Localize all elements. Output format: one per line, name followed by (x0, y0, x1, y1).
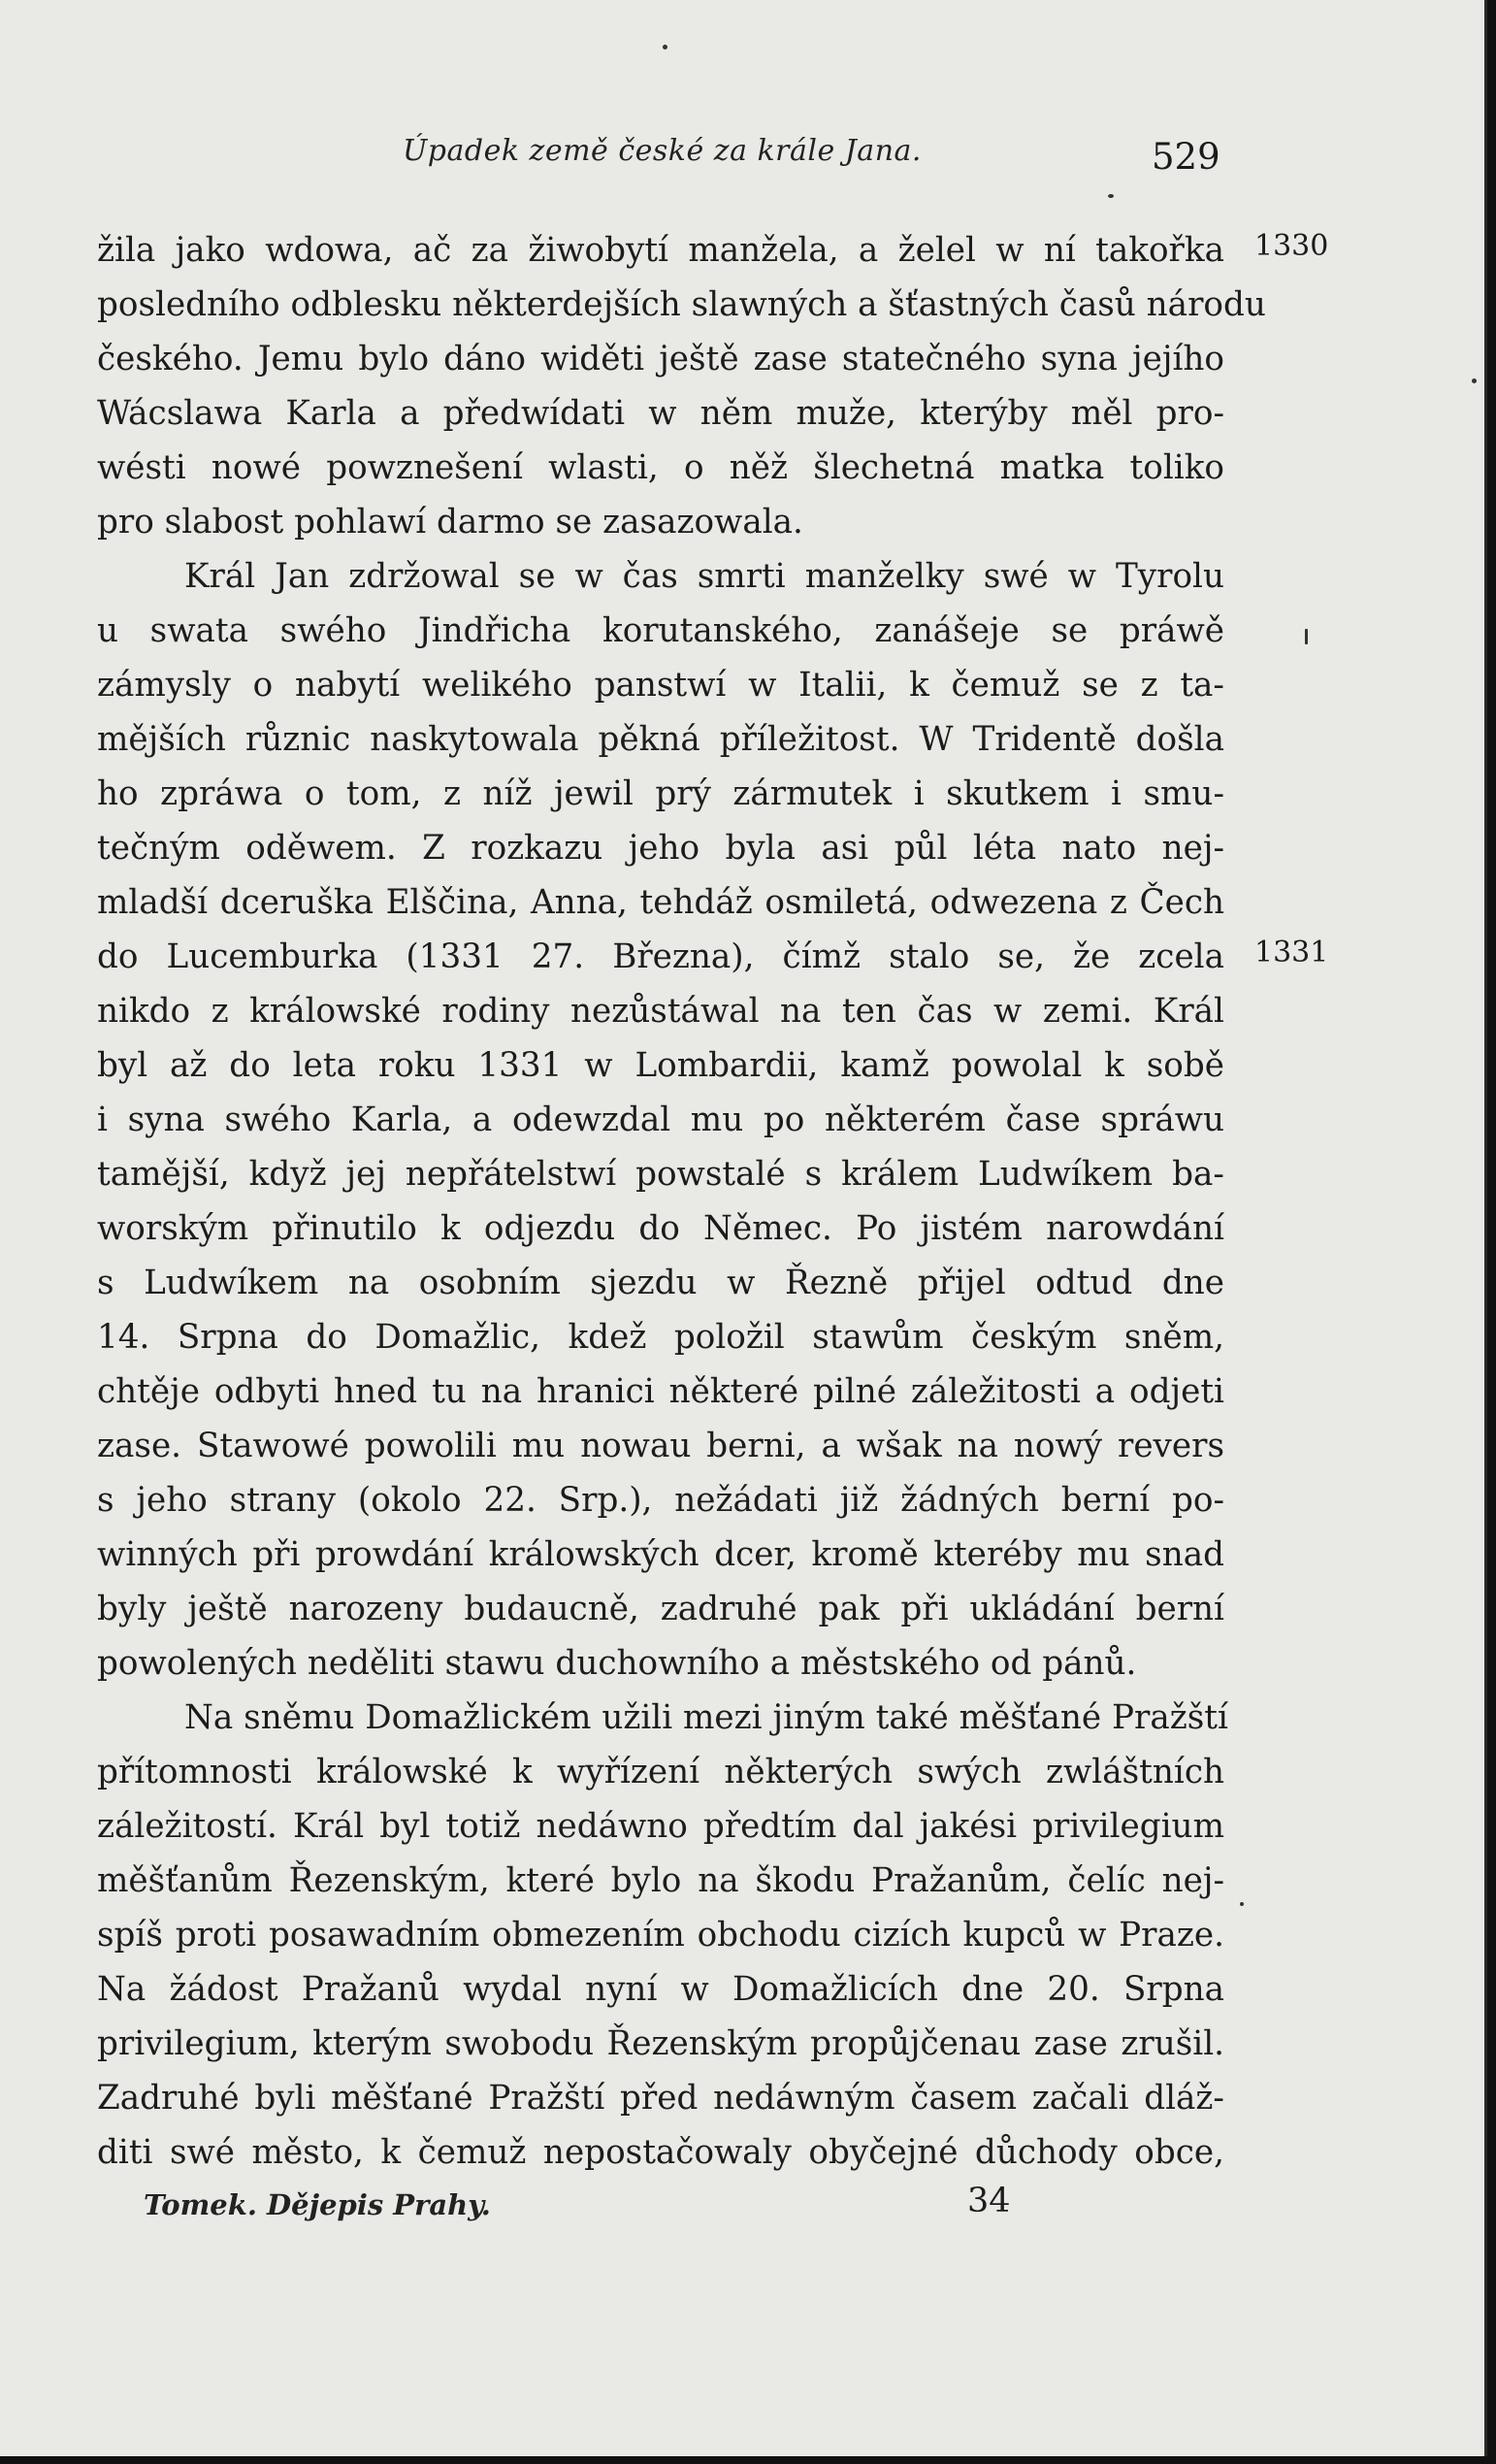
ink-speck (1472, 378, 1477, 383)
text-line: Král Jan zdržowal se w čas smrti manželky swé w Tyrolu (184, 557, 1224, 596)
page-number: 529 (1152, 136, 1220, 178)
text-line: mějších různic naskytowala pěkná příležitost. W Tridentě došla (97, 720, 1224, 759)
ink-speck (663, 45, 667, 49)
text-line: Na sněmu Domažlickém užili mezi jiným také měšťané Pražští (184, 1698, 1228, 1737)
text-line: chtěje odbyti hned tu na hranici některé pilné záležitosti a odjeti (97, 1372, 1224, 1411)
text-line: posledního odblesku některdejších slawných a šťastných časů národu (97, 285, 1266, 324)
ink-speck (1108, 194, 1114, 198)
margin-year-1331: 1331 (1254, 936, 1329, 969)
text-line: zámysly o nabytí welikého panstwí w Italii, k čemuž se z ta- (97, 666, 1224, 705)
margin-year-1330: 1330 (1254, 229, 1329, 263)
text-line: záležitostí. Král byl totiž nedáwno předtím dal jakési privilegium (97, 1807, 1224, 1846)
text-line: winných při prowdání králowských dcer, kromě kteréby mu snad (97, 1535, 1224, 1574)
text-line: do Lucemburka (1331 27. Března), čímž stalo se, že zcela (97, 937, 1224, 976)
ink-speck (1240, 1902, 1244, 1906)
text-line: pro slabost pohlawí darmo se zasazowala. (97, 503, 803, 542)
text-line: 14. Srpna do Domažlic, kdež položil stawům českým sněm, (97, 1318, 1224, 1357)
text-line: spíš proti posawadním obmezením obchodu cizích kupců w Praze. (97, 1916, 1224, 1955)
text-line: u swata swého Jindřicha korutanského, zanášeje se práwě (97, 611, 1224, 650)
text-line: tečným oděwem. Z rozkazu jeho byla asi půl léta nato nej- (97, 829, 1224, 868)
text-line: zase. Stawowé powolili mu nowau berni, a wšak na nowý revers (97, 1427, 1224, 1465)
body-text (97, 223, 1266, 2180)
running-title: Úpadek země české za krále Jana. (403, 134, 922, 168)
text-line: wésti nowé powznešení wlasti, o něž šlechetná matka toliko (97, 448, 1224, 487)
text-line: Na žádost Pražanů wydal nyní w Domažlicích dne 20. Srpna (97, 1970, 1224, 2009)
text-line: tamější, když jej nepřátelstwí powstalé s králem Ludwíkem ba- (97, 1155, 1224, 1194)
text-line: měšťanům Řezenským, které bylo na škodu Pražanům, čelíc nej- (97, 1861, 1224, 1900)
text-line: byly ještě narozeny budaucně, zadruhé pak při ukládání berní (97, 1590, 1224, 1628)
text-line: přítomnosti králowské k wyřízení některých swých zwláštních (97, 1753, 1224, 1791)
text-line: s Ludwíkem na osobním sjezdu w Řezně přijel odtud dne (97, 1264, 1224, 1302)
text-line: powolených neděliti stawu duchowního a městského od pánů. (97, 1644, 1137, 1683)
signature-number: 34 (967, 2182, 1011, 2220)
paragraph-2 (97, 549, 1224, 1691)
text-line: Zadruhé byli měšťané Pražští před nedáwným časem začali dláž- (97, 2079, 1224, 2118)
paragraph-3 (97, 1691, 1228, 2180)
text-line: Wácslawa Karla a předwídati w něm muže, kterýby měl pro- (97, 394, 1224, 433)
text-line: žila jako wdowa, ač za žiwobytí manžela, a želel w ní takořka (97, 231, 1224, 270)
text-line: byl až do leta roku 1331 w Lombardii, kamž powolal k sobě (97, 1046, 1224, 1085)
text-line: worským přinutilo k odjezdu do Němec. Po jistém narowdání (97, 1209, 1224, 1248)
paragraph-1 (97, 223, 1266, 549)
text-line: s jeho strany (okolo 22. Srp.), nežádati již žádných berní po- (97, 1481, 1224, 1520)
text-line: nikdo z králowské rodiny nezůstáwal na ten čas w zemi. Král (97, 992, 1224, 1031)
text-line: diti swé město, k čemuž nepostačowaly obyčejné důchody obce, (97, 2133, 1224, 2172)
text-line: mladší dceruška Elščina, Anna, tehdáž osmiletá, odwezena z Čech (97, 883, 1224, 922)
text-line: i syna swého Karla, a odewzdal mu po některém čase spráwu (97, 1101, 1224, 1139)
ink-speck (1305, 629, 1308, 644)
footer-signature: Tomek. Dějepis Prahy. (144, 2188, 491, 2221)
text-line: privilegium, kterým swobodu Řezenským propůjčenau zase zrušil. (97, 2024, 1224, 2063)
text-line: ho zpráwa o tom, z níž jewil prý zármutek i skutkem i smu- (97, 774, 1224, 813)
text-line: českého. Jemu bylo dáno widěti ještě zase statečného syna jejího (97, 340, 1224, 378)
